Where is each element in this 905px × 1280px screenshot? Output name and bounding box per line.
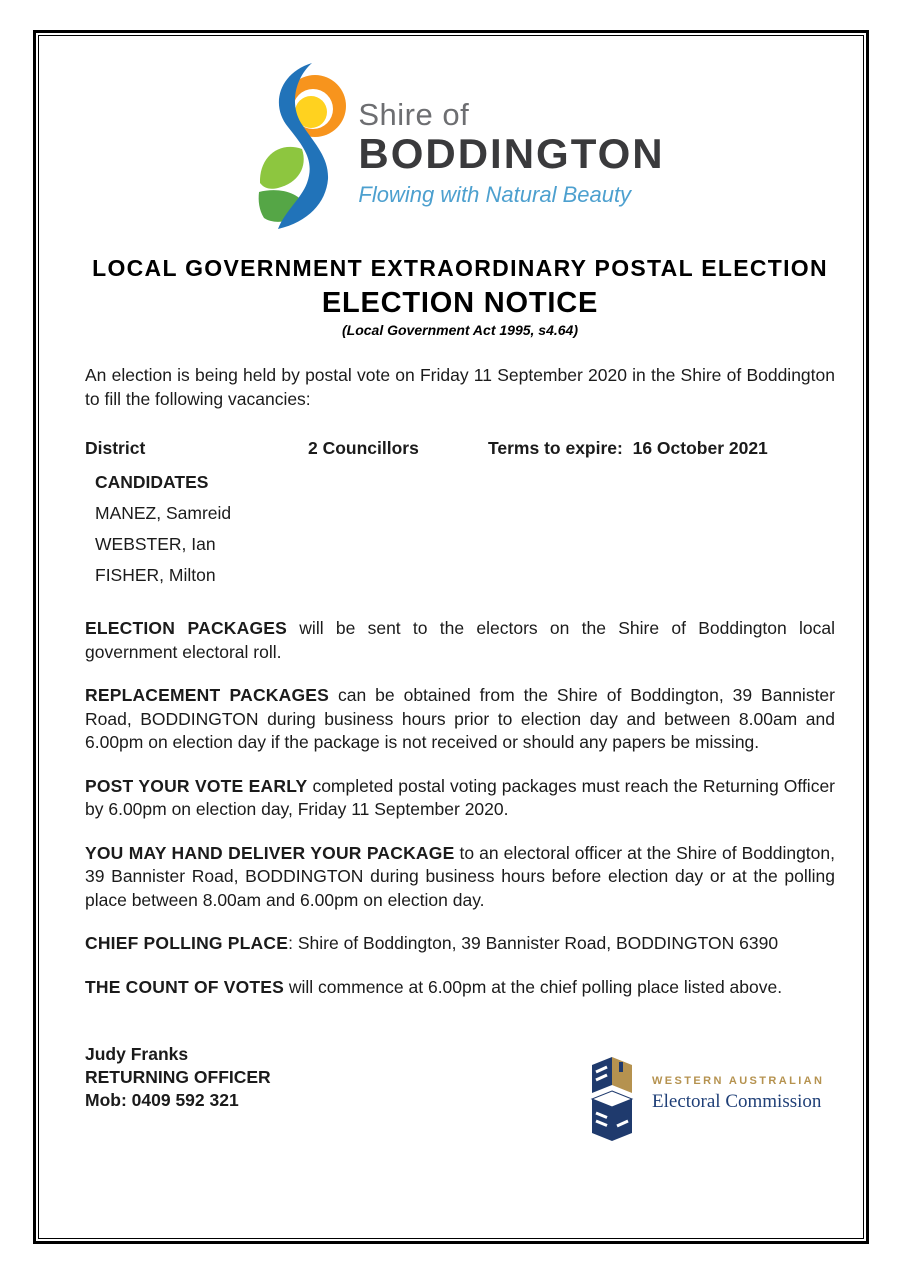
councillors-count: 2 Councillors: [308, 438, 419, 458]
paragraph-lead: POST YOUR VOTE EARLY: [85, 775, 308, 796]
returning-officer-phone: Mob: 0409 592 321: [85, 1090, 239, 1110]
paragraph-lead: CHIEF POLLING PLACE: [85, 933, 289, 953]
candidate-name: WEBSTER, Ian: [95, 534, 216, 554]
shire-logo: [85, 61, 835, 233]
paragraph-body: will be sent to the electors on the Shire of Boddington local government electoral roll.: [85, 618, 836, 662]
waec-electoral-commission: Electoral Commission: [652, 1091, 822, 1113]
replacement-packages-paragraph: [85, 684, 835, 755]
logo-boddington: BODDINGTON: [358, 130, 665, 177]
district-label: District: [85, 438, 146, 458]
paragraph-body: to an electoral officer at the Shire of Boddington, 39 Bannister Road, BODDINGTON during business hours before election day or at the polling place between 8.00am and 6.00pm on election day.: [85, 842, 835, 910]
candidate-name: MANEZ, Samreid: [95, 503, 232, 523]
post-vote-early-paragraph: [85, 775, 835, 822]
intro-paragraph: An election is being held by postal vote on Friday 11 September 2020 in the Shire of Boddington to fill the following vacancies:: [85, 365, 835, 409]
paragraph-body: will commence at 6.00pm at the chief polling place listed above.: [284, 976, 783, 997]
act-reference: (Local Government Act 1995, s4.64): [341, 322, 579, 338]
terms-expire: Terms to expire: 16 October 2021: [488, 438, 768, 458]
candidates-section: [85, 471, 835, 587]
election-title: LOCAL GOVERNMENT EXTRAORDINARY POSTAL ELECTION: [92, 255, 828, 281]
shire-logo-swirl-icon: [255, 61, 350, 231]
chief-polling-place-paragraph: [85, 932, 835, 956]
vacancy-row: [85, 438, 835, 462]
info-paragraphs: [85, 617, 835, 999]
footer-row: [85, 1043, 835, 1173]
page-border: [33, 30, 869, 1244]
candidate-name: FISHER, Milton: [95, 565, 216, 585]
logo-tagline: Flowing with Natural Beauty: [358, 182, 632, 208]
waec-logo-text: [652, 1057, 824, 1114]
page-border-inner: [38, 35, 864, 1239]
paragraph-body: : Shire of Boddington, 39 Bannister Road, BODDINGTON 6390: [288, 933, 779, 953]
notice-title: ELECTION NOTICE: [321, 287, 599, 319]
waec-western-australian: WESTERN AUSTRALIAN: [652, 1075, 825, 1087]
page-content: [39, 36, 863, 1238]
paragraph-body: completed postal voting packages must reach the Returning Officer by 6.00pm on election day, Friday 11 September 2020.: [85, 775, 835, 819]
ballot-box-icon: [588, 1057, 636, 1141]
paragraph-lead: REPLACEMENT PACKAGES: [85, 685, 330, 705]
waec-logo: [588, 1057, 824, 1141]
paragraph-body: can be obtained from the Shire of Boddington, 39 Bannister Road, BODDINGTON during business hours prior to election day and between 8.00am and 6.00pm on election day if the package is not received or should any papers be missing.: [85, 685, 835, 752]
hand-deliver-paragraph: [85, 842, 835, 913]
paragraph-lead: THE COUNT OF VOTES: [85, 976, 285, 997]
election-packages-paragraph: [85, 617, 835, 664]
paragraph-lead: YOU MAY HAND DELIVER YOUR PACKAGE: [85, 842, 455, 863]
heading-block: [85, 255, 835, 338]
logo-shire-of: Shire of: [358, 97, 470, 132]
returning-officer-name: Judy Franks: [85, 1044, 189, 1064]
returning-officer-title: RETURNING OFFICER: [85, 1067, 271, 1087]
count-of-votes-paragraph: [85, 976, 835, 1000]
paragraph-lead: ELECTION PACKAGES: [85, 618, 288, 638]
shire-logo-text: [358, 61, 664, 233]
candidates-heading: CANDIDATES: [95, 472, 209, 492]
